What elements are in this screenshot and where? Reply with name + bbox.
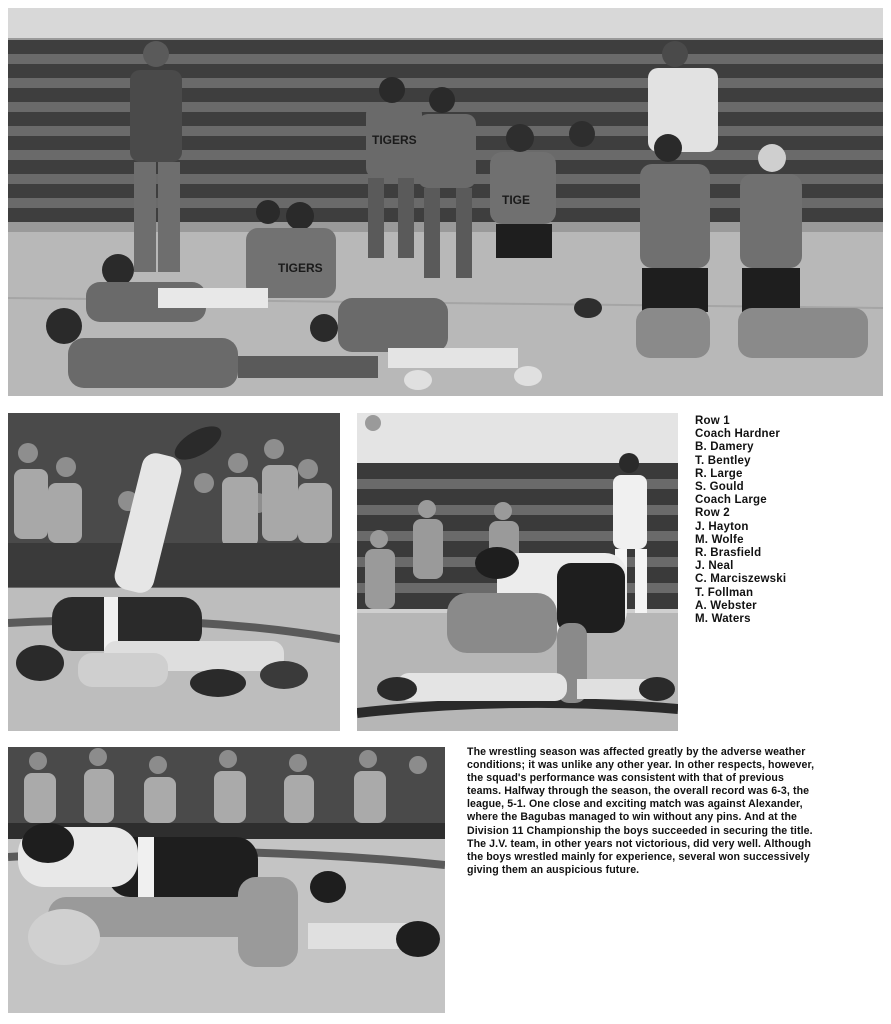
roster-name: S. Gould (695, 481, 744, 494)
roster-name: A. Webster (695, 599, 757, 612)
roster-name: R. Large (695, 467, 743, 480)
roster-name: Coach Large (695, 494, 767, 507)
jersey-text: TIGERS (372, 133, 417, 147)
svg-text:TIGE: TIGE (502, 193, 531, 207)
season-caption: The wrestling season was affected greatly by the adverse weather conditions; it was unlike any other year. In other respects, however, the squad's performance was consistent with that of previous teams. Halfway through the season, the overall record was 6-3, the league, 5-1. One close and exciting match was against Alexander, where the Bagubas managed to win without any pins. And at the Division 11 Championship the boys succeeded in securing the title. The J.V. team, in other years not victorious, did very well. Although the boys wrestled mainly for experience, several won successively giving them an auspicious future. (467, 746, 815, 876)
roster-name: R. Brasfield (695, 547, 762, 560)
roster-name: T. Follman (695, 586, 754, 599)
svg-text:TIGERS: TIGERS (278, 261, 323, 275)
roster-name: C. Marciszewski (695, 573, 787, 586)
roster-row1-heading: Row 1 (695, 415, 730, 427)
roster-name: B. Damery (695, 441, 754, 454)
team-photo (8, 8, 883, 396)
roster-name: J. Hayton (695, 520, 749, 533)
roster-name: J. Neal (695, 560, 734, 573)
roster-name: Coach Hardner (695, 428, 781, 441)
match-photo-left (8, 413, 340, 731)
roster-list (695, 415, 875, 626)
roster-name: M. Waters (695, 613, 751, 626)
roster-name: M. Wolfe (695, 533, 744, 546)
roster-row2-heading: Row 2 (695, 507, 730, 520)
match-photo-bottom (8, 747, 445, 1013)
match-photo-right (357, 413, 678, 731)
roster-name: T. Bentley (695, 454, 751, 467)
